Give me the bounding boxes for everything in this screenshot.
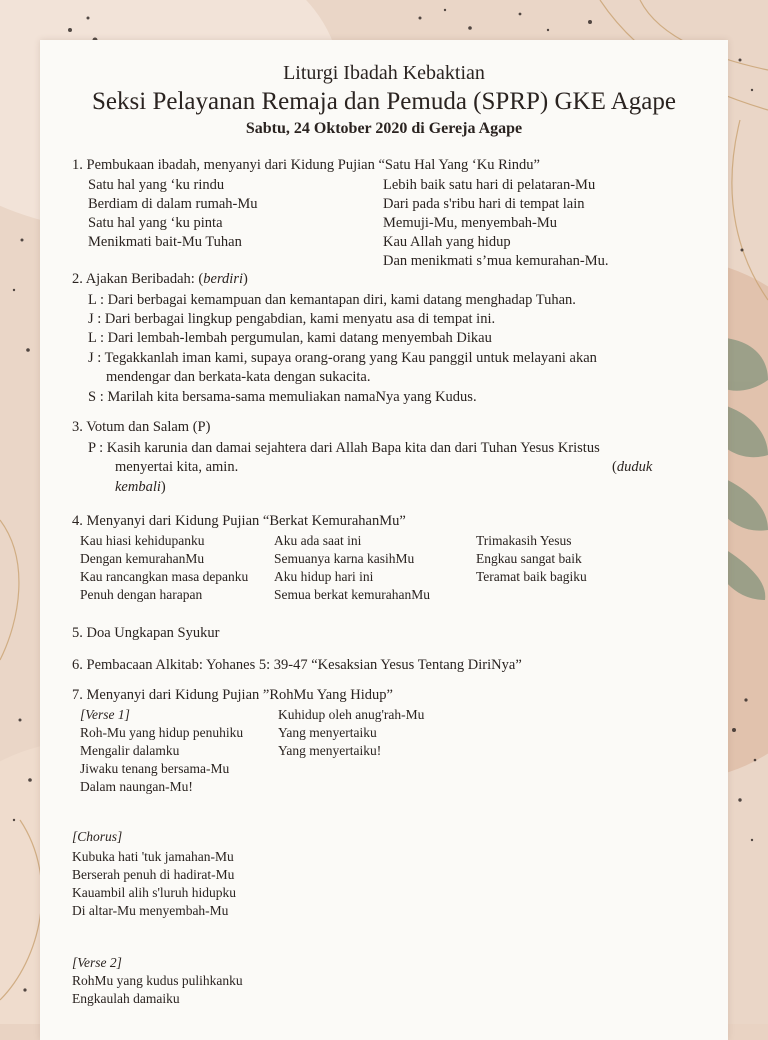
verse-label: [Verse 2] (72, 955, 122, 970)
section-7-heading: 7. Menyanyi dari Kidung Pujian ”RohMu Yang Hidup” (72, 687, 393, 703)
service-date: Sabtu, 24 Oktober 2020 di Gereja Agape (245, 120, 523, 137)
song-line: Kauambil alih s'luruh hidupku (72, 885, 237, 900)
section-1-lyric-right: Dan menikmati s’mua kemurahan-Mu. (383, 253, 609, 269)
song-line: Berserah penuh di hadirat-Mu (72, 867, 235, 882)
song-line: Kau hiasi kehidupanku (80, 533, 205, 548)
song-line: RohMu yang kudus pulihkanku (72, 973, 243, 988)
song-line: Teramat baik bagiku (476, 569, 587, 584)
song-line: Kuhidup oleh anug'rah-Mu (278, 707, 425, 722)
section-1-lyric-right: Dari pada s'ribu hari di tempat lain (383, 196, 585, 212)
song-line: Dengan kemurahanMu (80, 551, 205, 566)
song-line: Semua berkat kemurahanMu (274, 587, 430, 602)
song-line: Kau rancangkan masa depanku (80, 569, 249, 584)
page-title: Liturgi Ibadah Kebaktian (283, 62, 485, 84)
liturgy-line: P : Kasih karunia dan damai sejahtera dari Allah Bapa kita dan dari Tuhan Yesus Kristus (88, 440, 600, 456)
song-line: Roh-Mu yang hidup penuhiku (80, 725, 244, 740)
liturgy-line: L : Dari berbagai kemampuan dan kemantapan diri, kami datang menghadap Tuhan. (88, 292, 576, 308)
section-1-lyric-right: Lebih baik satu hari di pelataran-Mu (383, 177, 596, 193)
song-line: Trimakasih Yesus (476, 533, 572, 548)
song-line: Di altar-Mu menyembah-Mu (72, 903, 229, 918)
section-6-heading: 6. Pembacaan Alkitab: Yohanes 5: 39-47 “Kesaksian Yesus Tentang DiriNya” (72, 657, 522, 673)
song-line: Semuanya karna kasihMu (274, 551, 415, 566)
song-line: Engkau sangat baik (476, 551, 582, 566)
song-line: Yang menyertaiku! (278, 743, 382, 758)
song-line: Jiwaku tenang bersama-Mu (80, 761, 230, 776)
song-line: Dalam naungan-Mu! (80, 779, 193, 794)
liturgy-line: J : Tegakkanlah iman kami, supaya orang-orang yang Kau panggil untuk melayani akan (88, 350, 597, 366)
song-line: Aku ada saat ini (274, 533, 362, 548)
section-1-lyric-left: Satu hal yang ‘ku pinta (88, 215, 223, 231)
liturgy-line: L : Dari lembah-lembah pergumulan, kami datang menyembah Dikau (88, 330, 492, 346)
song-line: Mengalir dalamku (80, 743, 180, 758)
section-1-lyric-left: Menikmati bait-Mu Tuhan (88, 234, 242, 250)
section-3-heading: 3. Votum dan Salam (P) (72, 419, 211, 435)
chorus-label: [Chorus] (72, 829, 123, 844)
page-subtitle: Seksi Pelayanan Remaja dan Pemuda (SPRP) GKE Agape (92, 88, 676, 115)
song-line: Yang menyertaiku (278, 725, 377, 740)
song-line: Engkaulah damaiku (72, 991, 180, 1006)
section-2-heading: 2. Ajakan Beribadah: (berdiri) (72, 271, 248, 287)
song-line: Kubuka hati 'tuk jamahan-Mu (72, 849, 234, 864)
liturgy-line: menyertai kita, amin. (115, 459, 239, 475)
liturgy-line: mendengar dan berkata-kata dengan sukacita. (106, 369, 371, 385)
liturgy-line: J : Dari berbagai lingkup pengabdian, kami menyatu asa di tempat ini. (88, 311, 496, 327)
song-line: Penuh dengan harapan (80, 587, 203, 602)
liturgy-line: S : Marilah kita bersama-sama memuliakan namaNya yang Kudus. (88, 389, 477, 405)
section-1-lyric-left: Satu hal yang ‘ku rindu (88, 177, 225, 193)
section-1-lyric-left: Berdiam di dalam rumah-Mu (88, 196, 258, 212)
section-4-heading: 4. Menyanyi dari Kidung Pujian “Berkat KemurahanMu” (72, 513, 406, 529)
verse-label: [Verse 1] (80, 707, 130, 722)
section-1-heading: 1. Pembukaan ibadah, menyanyi dari Kidung Pujian “Satu Hal Yang ‘Ku Rindu” (72, 157, 540, 173)
posture-note: (duduk (612, 459, 653, 475)
song-line: Aku hidup hari ini (274, 569, 374, 584)
section-5-heading: 5. Doa Ungkapan Syukur (72, 625, 220, 641)
posture-note: kembali) (115, 479, 166, 495)
section-1-lyric-right: Kau Allah yang hidup (383, 234, 511, 250)
section-1-lyric-right: Memuji-Mu, menyembah-Mu (383, 215, 557, 231)
